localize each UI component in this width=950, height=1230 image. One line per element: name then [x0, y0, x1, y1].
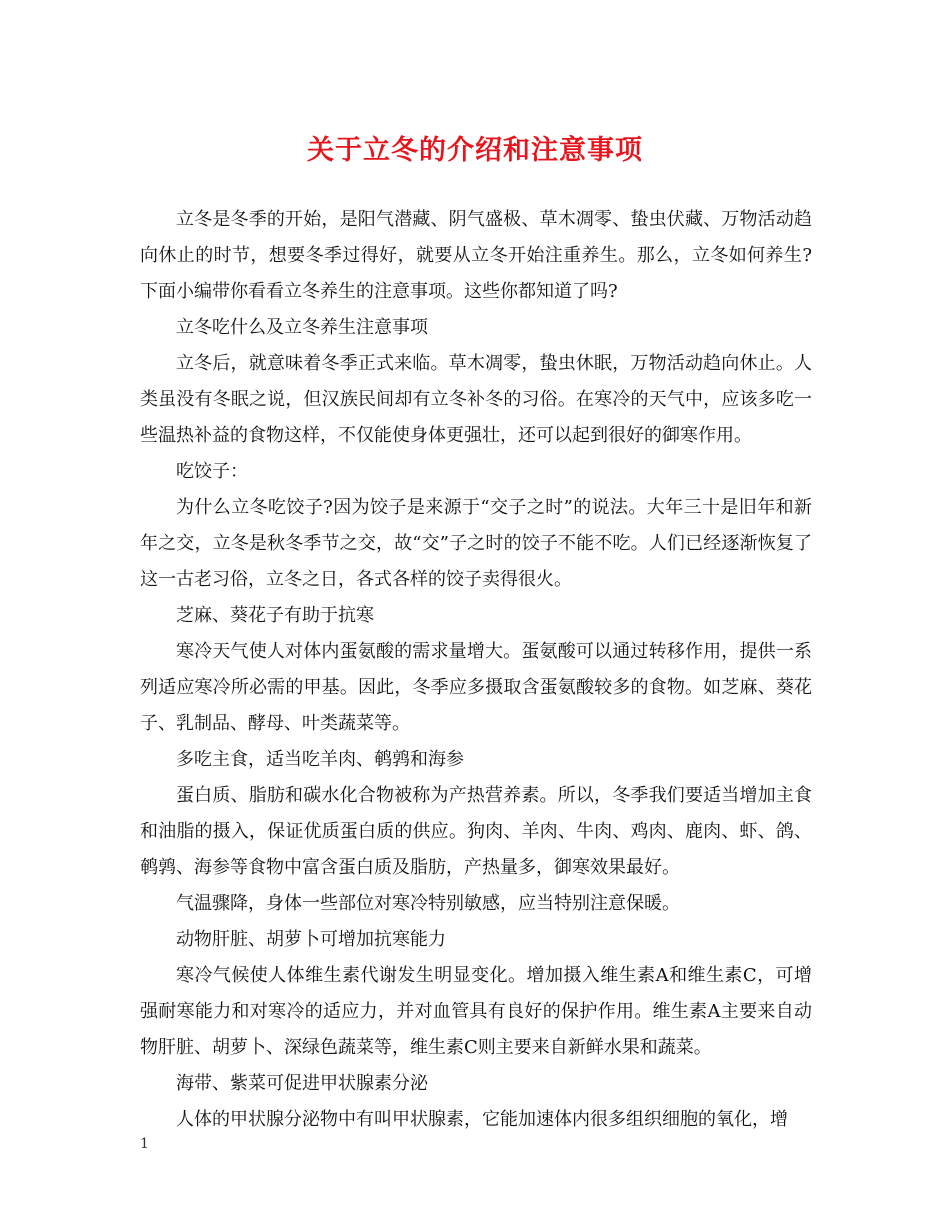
- page-number: 1: [140, 1136, 149, 1152]
- paragraph-dumplings: 为什么立冬吃饺子?因为饺子是来源于“交子之时”的说法。大年三十是旧年和新年之交，立冬是秋冬季节之交，故“交”子之时的饺子不能不吃。人们已经逐渐恢复了这一古老习俗，立冬之日，各式各样的饺子卖得很火。: [140, 497, 812, 590]
- paragraph-thyroid: 人体的甲状腺分泌物中有叫甲状腺素，它能加速体内很多组织细胞的氧化，增: [176, 1109, 788, 1130]
- document-title: 关于立冬的介绍和注意事项: [307, 135, 643, 166]
- paragraph-protein: 蛋白质、脂肪和碳水化合物被称为产热营养素。所以，冬季我们要适当增加主食和油脂的摄入，保证优质蛋白质的供应。狗肉、羊肉、牛肉、鸡肉、鹿肉、虾、鸽、鹌鹑、海参等食物中富含蛋白质及脂肪，产热量多，御寒效果最好。: [140, 785, 812, 878]
- paragraph-vitamins: 寒冷气候使人体维生素代谢发生明显变化。增加摄入维生素A和维生素C，可增强耐寒能力和对寒冷的适应力，并对血管具有良好的保护作用。维生素A主要来自动物肝脏、胡萝卜、深绿色蔬菜等，维生素C则主要来自新鲜水果和蔬菜。: [140, 965, 812, 1058]
- heading-what-to-eat: 立冬吃什么及立冬养生注意事项: [176, 317, 428, 338]
- heading-dumplings: 吃饺子：: [176, 461, 248, 482]
- heading-sesame-sunflower: 芝麻、葵花子有助于抗寒: [176, 605, 374, 626]
- heading-liver-carrot: 动物肝脏、胡萝卜可增加抗寒能力: [176, 929, 446, 950]
- paragraph-intro: 立冬是冬季的开始，是阳气潜藏、阴气盛极、草木凋零、蛰虫伏藏、万物活动趋向休止的时节，想要冬季过得好，就要从立冬开始注重养生。那么，立冬如何养生?下面小编带你看看立冬养生的注意事项。这些你都知道了吗?: [140, 209, 812, 302]
- heading-kelp-seaweed: 海带、紫菜可促进甲状腺素分泌: [176, 1073, 428, 1094]
- paragraph-keep-warm: 气温骤降，身体一些部位对寒冷特别敏感，应当特别注意保暖。: [176, 893, 680, 914]
- heading-staple-food: 多吃主食，适当吃羊肉、鹌鹑和海参: [176, 749, 464, 770]
- paragraph-winter-arrives: 立冬后，就意味着冬季正式来临。草木凋零，蛰虫休眠，万物活动趋向休止。人类虽没有冬眠之说，但汉族民间却有立冬补冬的习俗。在寒冷的天气中，应该多吃一些温热补益的食物这样，不仅能使身体更强壮，还可以起到很好的御寒作用。: [140, 353, 812, 446]
- document-body: [140, 202, 812, 1138]
- paragraph-methionine: 寒冷天气使人对体内蛋氨酸的需求量增大。蛋氨酸可以通过转移作用，提供一系列适应寒冷所必需的甲基。因此，冬季应多摄取含蛋氨酸较多的食物。如芝麻、葵花子、乳制品、酵母、叶类蔬菜等。: [140, 641, 812, 734]
